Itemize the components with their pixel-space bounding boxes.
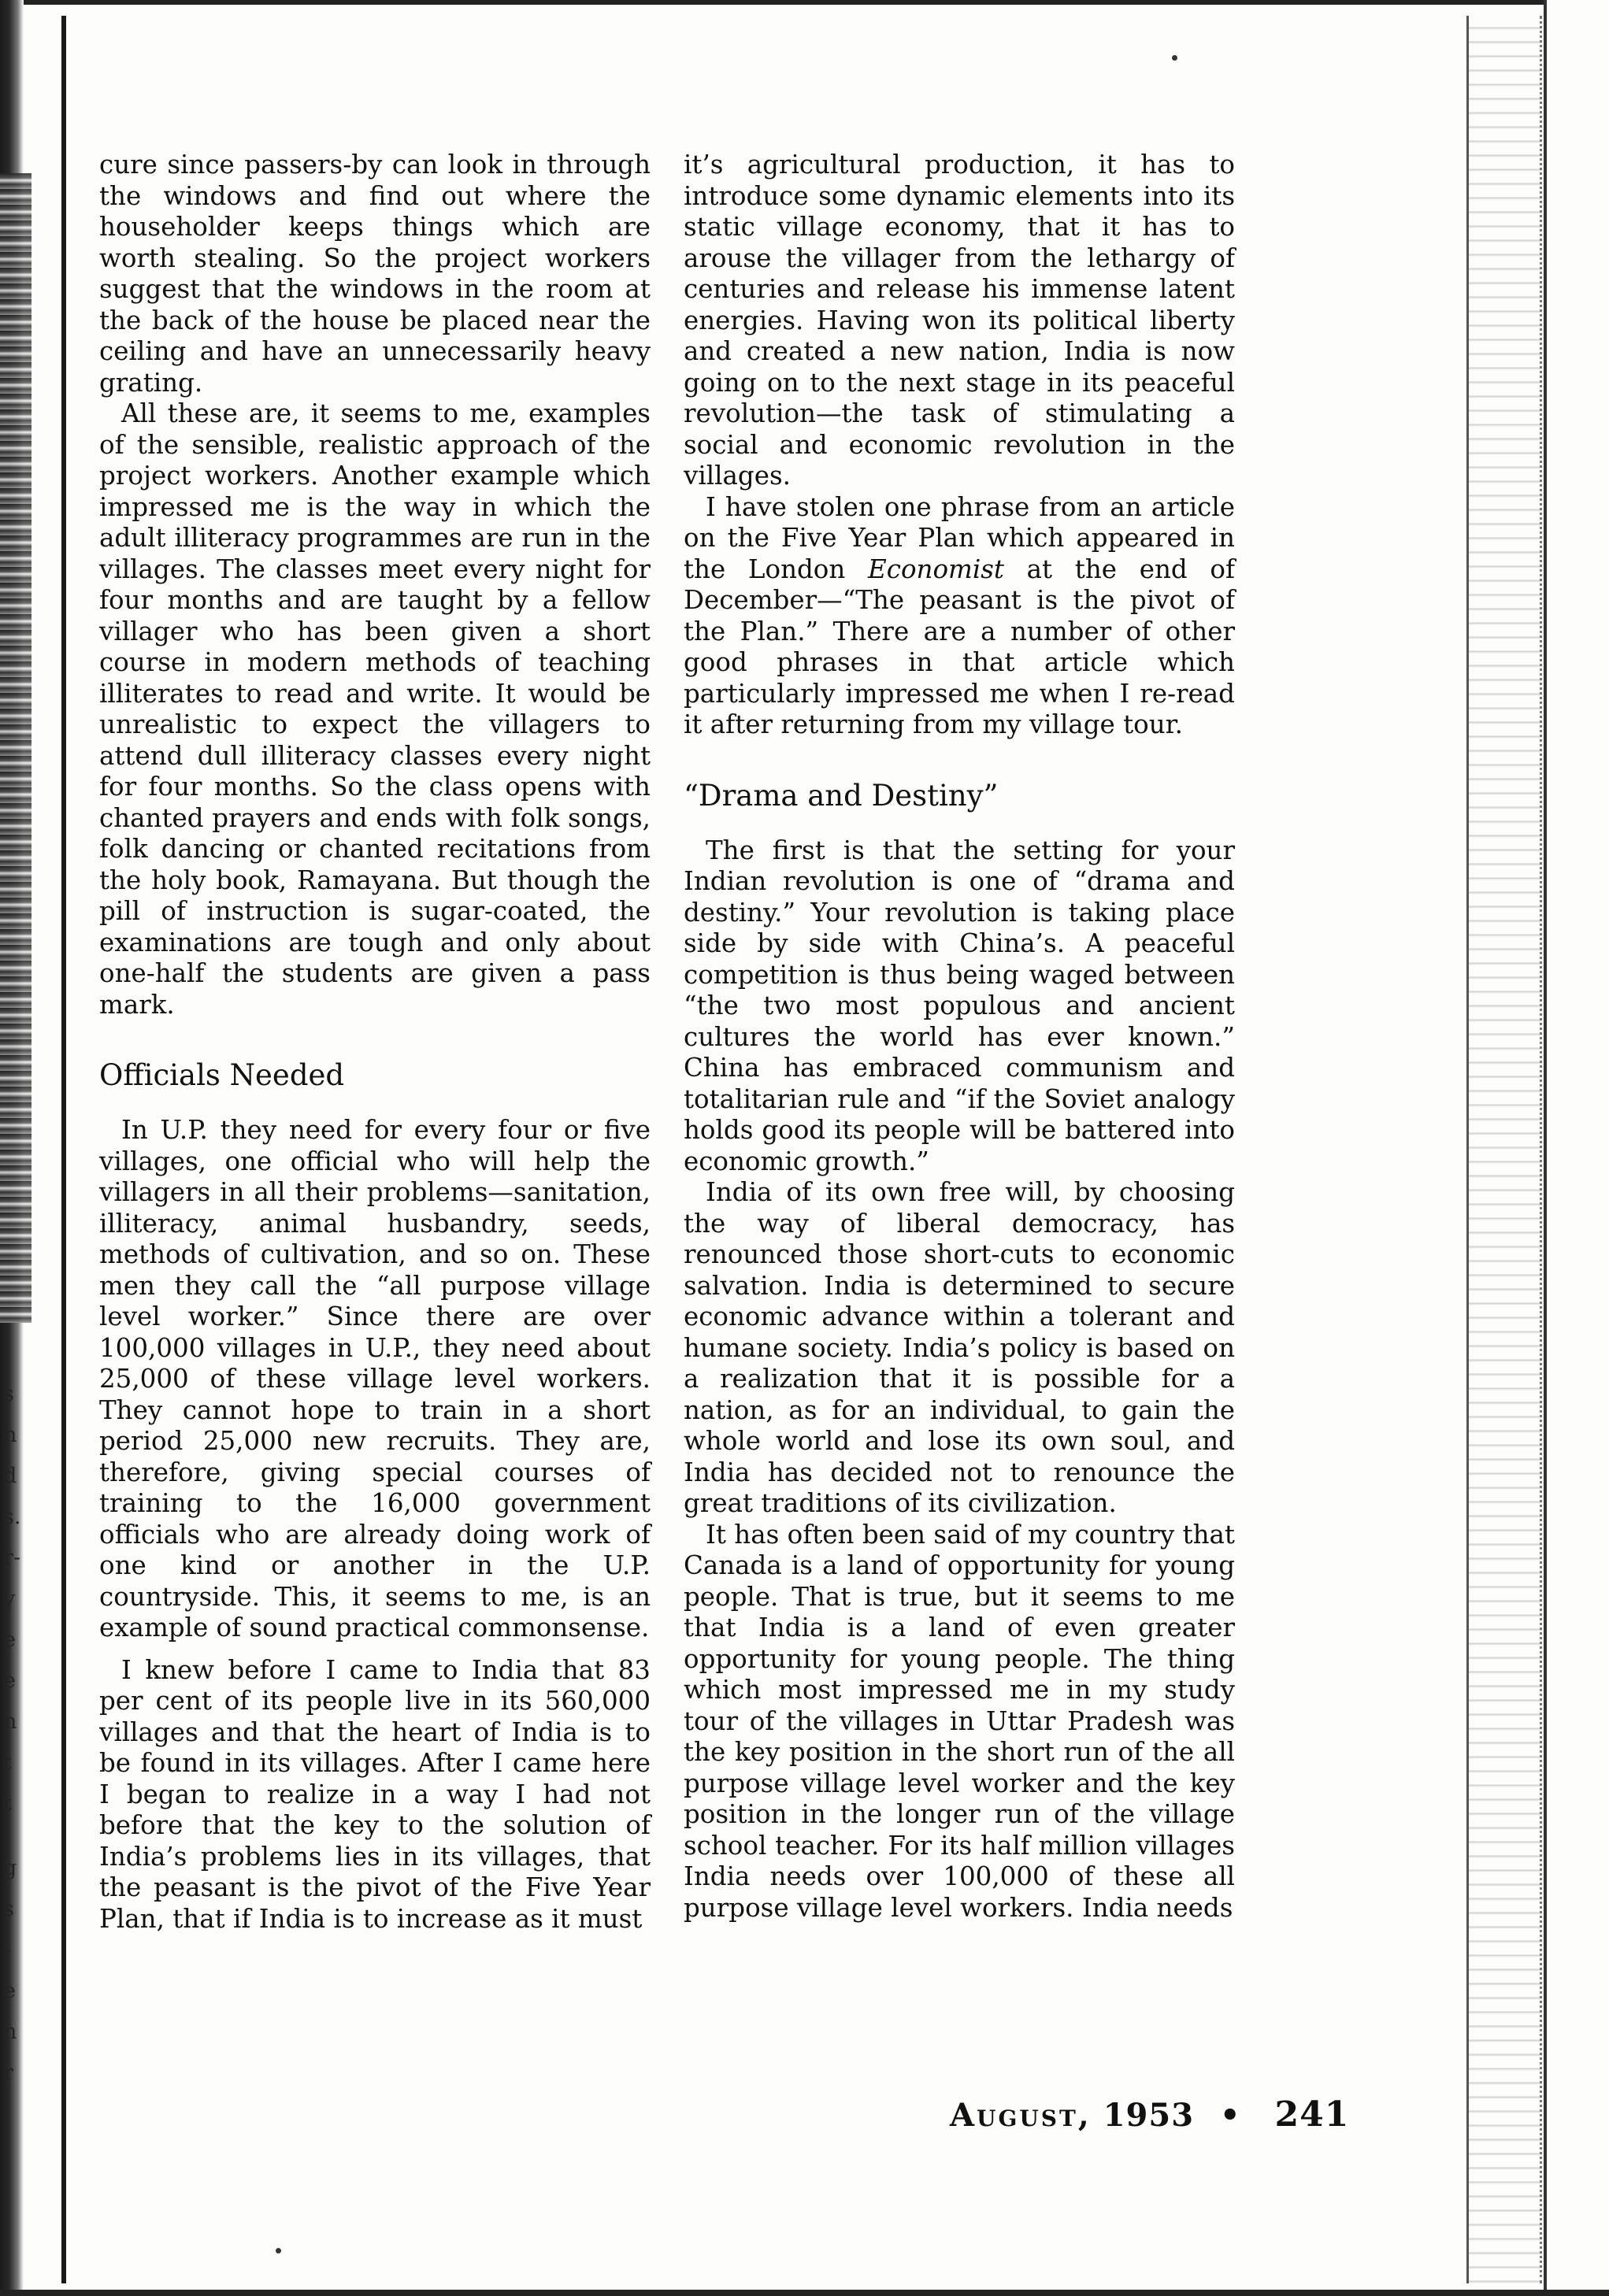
paragraph: All these are, it seems to me, examples of the sensible, realistic approach of the project workers. Another example which impressed me is the way in which the adult illiteracy programmes are run in the villages. The classes meet every night for four months and are taught by a fellow villager who has been given a short course in modern methods of teaching illiterates to read and write. It would be unrealistic to expect the villagers to attend dull illiteracy classes every night for four months. So the class opens with chanted prayers and ends with folk songs, folk dancing or chanted recitations from the holy book, Ramayana. But though the pill of instruction is sugar-coated, the examinations are tough and only about one-half the students are given a pass mark. [99,398,651,1020]
fragment: g [3,1856,17,1880]
fragment: s [3,1382,14,1406]
section-heading: Officials Needed [99,1058,345,1092]
paragraph: In U.P. they need for every four or five villages, one official who will help the villagers in all their problems—sanitation, illiteracy, animal husbandry, seeds, methods of cultivation, and so on. These men they call the “all purpose village level worker.” Since there are over 100,000 villages in U.P., they need about 25,000 of these village level workers. They cannot hope to train in a short period 25,000 new recruits. They are, therefore, giving special courses of training to the 16,000 government officials who are already doing work of one kind or another in the U.P. countryside. This, it seems to me, is an example of sound practical commonsense. [99,1115,651,1642]
fragment: y [3,1587,16,1611]
fragment: s. [3,1505,21,1529]
fragment: t [3,1791,12,1816]
fragment: h [3,1423,17,1447]
paragraph: cure since passers-by can look in through the windows and find out where the householder keeps things which are worth stealing. So the project workers suggest that the windows in the room at the back of the house be placed near the ceiling and have an unnecessarily heavy grating. [99,150,651,398]
fragment: - [3,1938,11,1962]
scan-speck [276,2248,281,2253]
paragraph [684,492,1235,741]
scan-top-edge [0,0,1609,5]
fragment-gap [3,1824,27,1848]
adjacent-page-fragments [3,1374,27,2094]
section-heading: “Drama and Destiny” [684,778,999,813]
paragraph: It has often been said of my country that Canada is a land of opportunity for young people. That is true, but it seems to me that India is a land of even greater opportunity for young people. The thing which most impressed me in my study tour of the villages in Uttar Pradesh was the key position in the short run of the all purpose village level worker and the key position in the longer run of the village school teacher. For its half million villages India needs over 100,000 of these all purpose village level workers. India needs [684,1519,1235,1923]
binding-edge [1466,16,1542,2283]
paragraph-text: I have stolen one phrase from an article on the Five Year Plan which appeared in the London [684,491,1235,584]
right-column [684,150,1235,1924]
paragraph: India of its own free will, by choosing the way of liberal democracy, has renounced those short-cuts to economic salvation. India is determined to secure economic advance within a tolerant and humane society. India’s policy is based on a realization that it is possible for a nation, as for an individual, to gain the whole world and lose its own soul, and India has decided not to renounce the great traditions of its civilization. [684,1177,1235,1518]
footer-year: 1953 [1103,2097,1195,2134]
paragraph: I knew before I came to India that 83 per cent of its people live in its 560,000 villages and that the heart of India is to be found in its villages. After I came here I began to realize in a way I had not before that the key to the solution of India’s problems lies in its villages, that the peasant is the pivot of the Five Year Plan, that if India is to increase as it must [99,1654,651,1934]
scan-speck [1172,55,1177,61]
paragraph: it’s agricultural production, it has to introduce some dynamic elements into its static village economy, that it has to arouse the villager from the lethargy of centuries and release his immense latent energies. Having won its political liberty and created a new nation, India is now going on to the next stage in its peaceful revolution—the task of stimulating a social and economic revolution in the villages. [684,150,1235,491]
fragment: e [3,1979,16,2003]
publication-title: Economist [868,554,1004,584]
left-column [99,150,651,1935]
fragment: e [3,1628,16,1652]
fragment: r- [3,1546,21,1570]
page-gutter-rule [61,16,66,2283]
fragment: t [3,1750,12,1775]
page-number: 241 [1274,2094,1350,2135]
paragraph: The first is that the setting for your Indian revolution is one of “drama and destiny.” Your revolution is taking place side by side with China’s. A peaceful competition is thus being waged between “the two most populous and ancient cultures the world has ever known.” China has embraced communism and totalitarian rule and “if the Soviet analogy holds good its people will be battered into economic growth.” [684,835,1235,1176]
scan-right-edge [1544,0,1609,2296]
fragment: e [3,1668,16,1693]
scan-bottom-edge [0,2290,1609,2296]
fragment: n [3,2020,17,2044]
footer-month: August, [950,2097,1092,2134]
page-footer [950,2094,1349,2135]
adjacent-page-strip [0,173,32,1323]
fragment: s [3,1897,14,1921]
paragraph-text: at the end of December—“The peasant is the pivot of the Plan.” There are a number of other good phrases in that article which particularly impressed me when I re-read it after returning from my village tour. [684,554,1235,739]
fragment: r [3,2061,13,2085]
fragment: d [3,1464,17,1488]
footer-separator: • [1219,2097,1241,2134]
fragment: n [3,1709,17,1734]
